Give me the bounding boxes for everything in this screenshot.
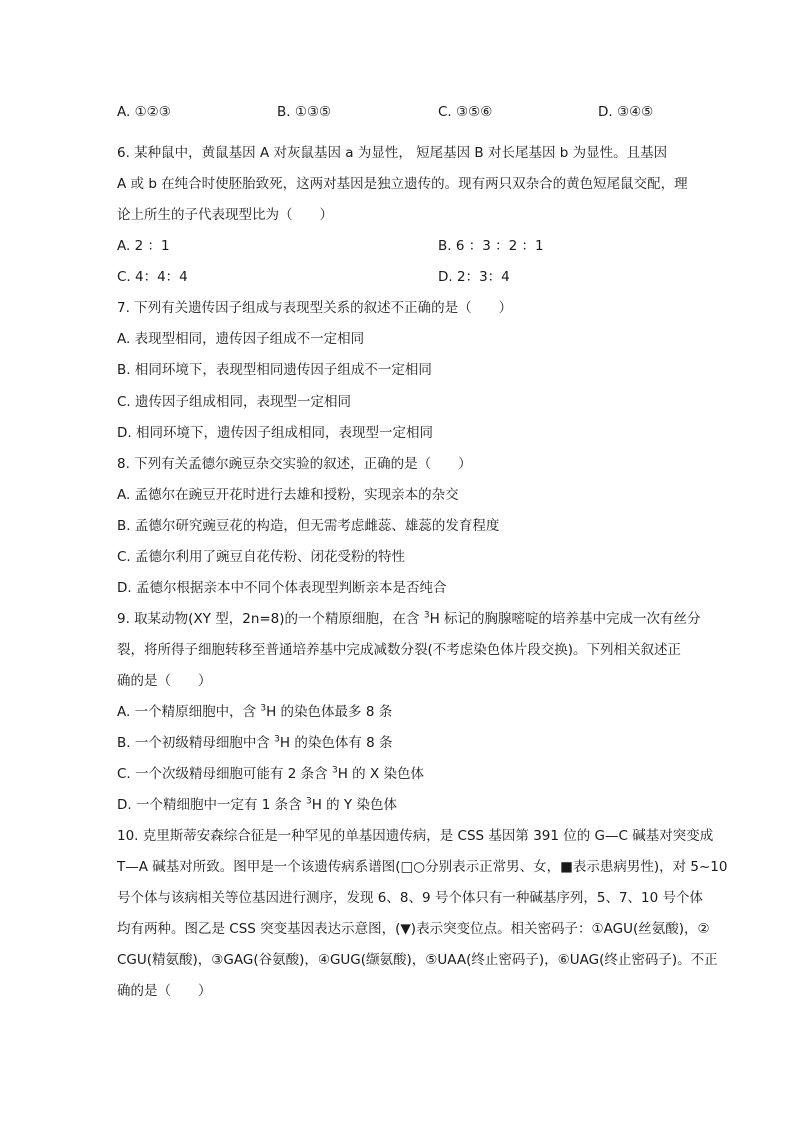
q9-option-b: B. 一个初级精母细胞中含 $^3$H 的染色体有 8 条 [117,734,393,751]
q7-option-a: A. 表现型相同，遗传因子组成不一定相同 [117,331,365,347]
q7-option-b: B. 相同环境下，表现型相同遗传因子组成不一定相同 [117,362,432,378]
q8-option-b: B. 孟德尔研究豌豆花的构造，但无需考虑雌蕊、雄蕊的发育程度 [117,518,500,534]
q8-option-d: D. 孟德尔根据亲本中不同个体表现型判断亲本是否纯合 [117,580,447,596]
q5-option-a: A. ①②③ [117,104,171,120]
q9-stem-line-2: 裂，将所得子细胞转移至普通培养基中完成减数分裂(不考虑染色体片段交换)。下列相关叙述正 [117,642,682,658]
q9-stem-line-3: 确的是（ ） [117,673,212,689]
q7-option-c: C. 遗传因子组成相同，表现型一定相同 [117,394,352,410]
q7-stem: 7. 下列有关遗传因子组成与表现型关系的叙述不正确的是（ ） [117,300,513,316]
q6-option-c: C. 4：4：4 [117,269,188,285]
q10-stem-line-2: T—A 碱基对所致。图甲是一个该遗传病系谱图(□○分别表示正常男、女，■表示患病男性)，对 5~10 [117,859,728,875]
q5-option-c: C. ③⑤⑥ [438,104,493,120]
q5-option-b: B. ①③⑤ [277,104,332,120]
q6-option-b: B. 6 ：3 ：2 ：1 [438,238,544,254]
q6-option-a: A. 2 ：1 [117,238,170,254]
q10-stem-line-1: 10. 克里斯蒂安森综合征是一种罕见的单基因遗传病，是 CSS 基因第 391 位的 G—C 碱基对突变成 [117,828,714,844]
q8-stem: 8. 下列有关孟德尔豌豆杂交实验的叙述，正确的是（ ） [117,456,472,472]
q10-stem-line-6: 确的是（ ） [117,983,212,999]
q8-option-a: A. 孟德尔在豌豆开花时进行去雄和授粉，实现亲本的杂交 [117,487,459,503]
q10-stem-line-4: 均有两种。图乙是 CSS 突变基因表达示意图，(▼)表示突变位点。相关密码子：①AGU(丝氨酸)，② [117,921,710,937]
q9-option-a: A. 一个精原细胞中，含 $^3$H 的染色体最多 8 条 [117,703,393,720]
q6-stem-line-3: 论上所生的子代表现型比为（ ） [117,207,333,223]
q9-stem-line-1: 9. 取某动物(XY 型，2n=8)的一个精原细胞，在含 $^3$H 标记的胸腺嘧啶的培养基中完成一次有丝分 [117,610,701,627]
q6-stem-line-2: A 或 b 在纯合时使胚胎致死，这两对基因是独立遗传的。现有两只双杂合的黄色短尾鼠交配，理 [117,176,688,192]
q5-option-d: D. ③④⑤ [598,104,654,120]
q9-option-d: D. 一个精细胞中一定有 1 条含 $^3$H 的 Y 染色体 [117,796,397,813]
q9-option-c: C. 一个次级精母细胞可能有 2 条含 $^3$H 的 X 染色体 [117,765,424,782]
q8-option-c: C. 孟德尔利用了豌豆自花传粉、闭花受粉的特性 [117,549,406,565]
q7-option-d: D. 相同环境下，遗传因子组成相同，表现型一定相同 [117,425,433,441]
q10-stem-line-3: 号个体与该病相关等位基因进行测序，发现 6、8、9 号个体只有一种碱基序列，5、7、10 号个体 [117,890,703,906]
q6-option-d: D. 2：3：4 [438,269,510,285]
q6-stem-line-1: 6. 某种鼠中，黄鼠基因 A 对灰鼠基因 a 为显性， 短尾基因 B 对长尾基因 b 为显性。且基因 [117,145,668,161]
q10-stem-line-5: CGU(精氨酸)，③GAG(谷氨酸)，④GUG(缬氨酸)，⑤UAA(终止密码子)，⑥UAG(终止密码子)。不正 [117,952,718,968]
